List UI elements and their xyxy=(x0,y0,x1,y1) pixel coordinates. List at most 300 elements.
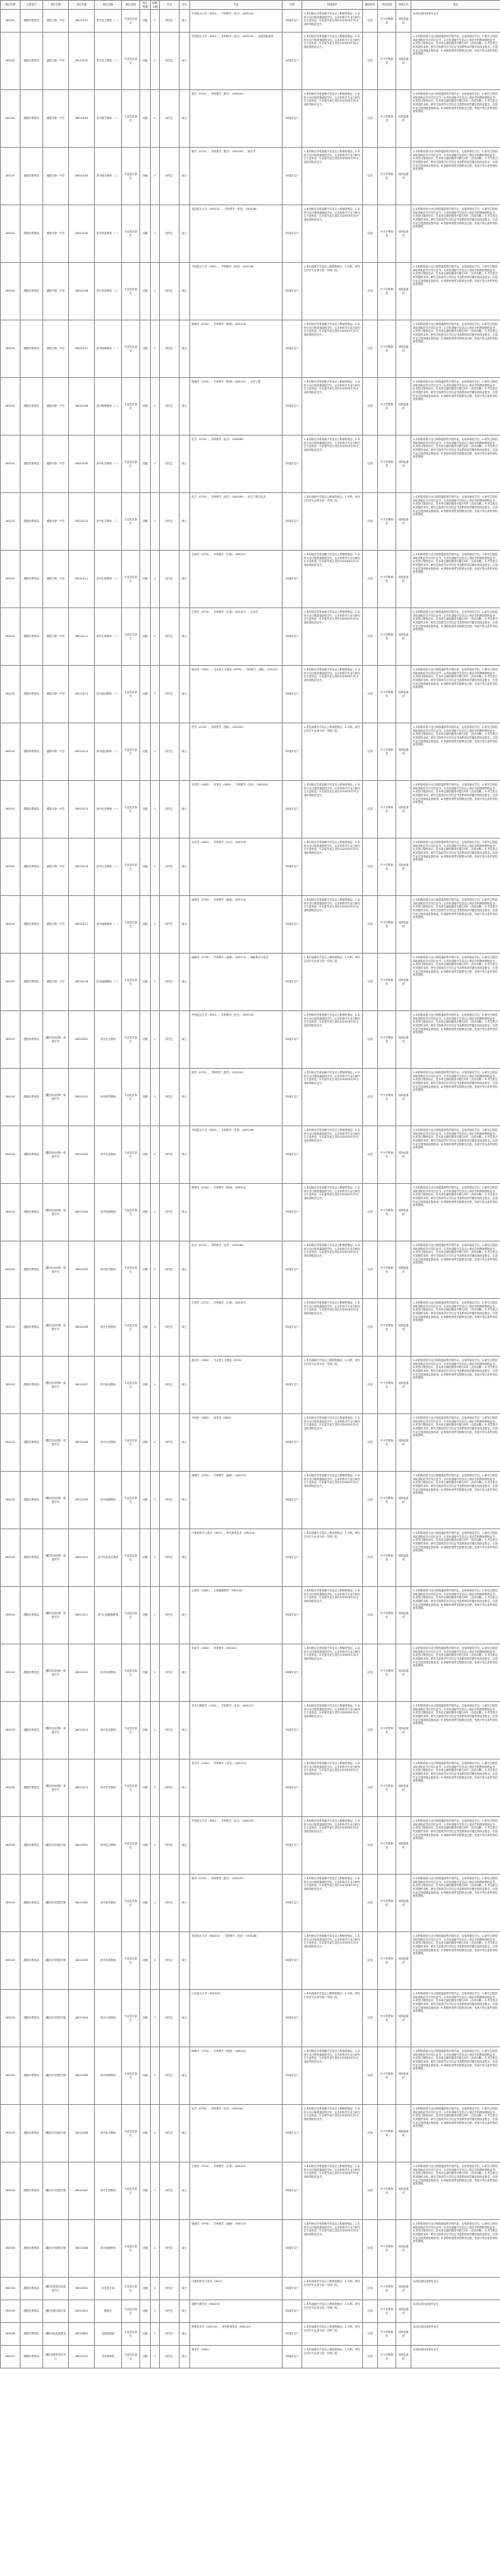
major-cell: 中国史（0602）、世界史（0603）、学科教学（历史）（045109） xyxy=(190,781,283,838)
exam-type-cell: 中小学教师类 xyxy=(378,781,396,838)
degree-cell: 硕士 xyxy=(180,1299,190,1357)
table-row xyxy=(1,1990,500,2047)
age-cell: 35周岁以下 xyxy=(283,1011,302,1069)
education-cell: 研究生 xyxy=(160,781,180,838)
other-conditions-cell: 1.具有相应学科高级中学及以上教师资格证；2.本科为全日制普通高校学历，且本科所学专业与研究生专业相近；3.应届毕业生须在2024年8月31日前取得相应证书。 xyxy=(302,1241,363,1299)
post-name-cell: 高中信息技术教师 xyxy=(95,1529,122,1587)
post-name-cell: 电教管理岗 xyxy=(95,2323,122,2346)
count-cell: 1 xyxy=(151,1759,160,1817)
degree-cell: 硕士 xyxy=(180,2220,190,2278)
post-name-cell: 高中生物教师（一） xyxy=(95,551,122,608)
post-name-cell: 高中化学教师 xyxy=(95,1241,122,1299)
remark-cell: 1.本科阶段须为全日制普通高等学校毕业，且取得相应学位；2.研究生阶段须取得相应学历学位证书；3.具有高级中学及以上相应学科教师资格证书；4.须签订服务协议，在本单位最低服务年限为5年（含试用期）；5.考生报名时须提供本科、研究生阶段学历学位证书及教育部学籍在线验证报告，应届毕业生提供就业推荐表；6.资格审查贯穿招聘全过程，发现不符合条件的取消其资格。 xyxy=(411,1587,500,1644)
major-cell: 化学（0703）、学科教学（化学）（045106） xyxy=(190,436,283,493)
count-cell: 1 xyxy=(151,1472,160,1529)
major-cell: 哲学（0101）、学科教学（思政）（045102） xyxy=(190,723,283,781)
other-conditions-cell: 1.具有相应学科高级中学及以上教师资格证；2.本科为全日制普通高校学历，且本科所学专业与研究生专业相近；3.应届毕业生须在2024年8月31日前取得相应证书。 xyxy=(302,10,363,33)
remark-cell: 1.本科阶段须为全日制普通高等学校毕业，且取得相应学位；2.研究生阶段须取得相应学历学位证书；3.具有高级中学及以上相应学科教师资格证书；4.须签订服务协议，在本单位最低服务年限为5年（含试用期）；5.考生报名时须提供本科、研究生阶段学历学位证书及教育部学籍在线验证报告，应届毕业生提供就业推荐表；6.资格审查贯穿招聘全过程，发现不符合条件的取消其资格。 xyxy=(411,320,500,378)
other-conditions-cell: 1.具有高级中学及以上教师资格证；2.本科、研究生所学专业须为同一学科门类。 xyxy=(302,1990,363,2047)
interview-cell: 试讲 xyxy=(363,1241,378,1299)
post-code-cell: 26010117 xyxy=(69,896,95,954)
column-header: 专业 xyxy=(190,1,283,10)
education-cell: 研究生 xyxy=(160,1759,180,1817)
exam-type-cell: 中小学教师类 xyxy=(378,2047,396,2105)
unit-name-cell: 濮阳市第一中学 xyxy=(43,608,69,666)
unit-code-cell: 260102 xyxy=(1,1759,20,1817)
unit-name-cell: 濮阳市第一中学 xyxy=(43,10,69,33)
count-cell: 1 xyxy=(151,436,160,493)
remark-cell: 1.本科阶段须为全日制普通高等学校毕业，且取得相应学位；2.研究生阶段须取得相应学历学位证书；3.具有高级中学及以上相应学科教师资格证书；4.须签订服务协议，在本单位最低服务年限为5年（含试用期）；5.考生报名时须提供本科、研究生阶段学历学位证书及教育部学籍在线验证报告，应届毕业生提供就业推荐表；6.资格审查贯穿招聘全过程，发现不符合条件的取消其资格。 xyxy=(411,205,500,263)
count-cell: 1 xyxy=(151,205,160,263)
dept-cell: 濮阳市教育局 xyxy=(20,1932,43,1990)
table-row xyxy=(1,608,500,666)
unit-name-cell: 濮阳市油田第一高级中学 xyxy=(43,1644,69,1702)
education-cell: 研究生 xyxy=(160,1299,180,1357)
interview-cell: 试讲 xyxy=(363,1299,378,1357)
major-cell: 计算机科学与技术（0812）、现代教育技术（045114） xyxy=(190,1529,283,1587)
category-cell: 专业技术岗位 xyxy=(122,2047,140,2105)
interview-cell: 试讲 xyxy=(363,2162,378,2220)
header-row xyxy=(1,1,500,10)
education-cell: 研究生 xyxy=(160,551,180,608)
dept-cell: 濮阳市教育局 xyxy=(20,551,43,608)
level-cell: 初级 xyxy=(140,1759,151,1817)
major-cell: 政治学（0302）、马克思主义理论（0305）、学科教学（思政）（045102） xyxy=(190,666,283,723)
remark-cell: 1.本科阶段须为全日制普通高等学校毕业，且取得相应学位；2.研究生阶段须取得相应学历学位证书；3.具有高级中学及以上相应学科教师资格证书；4.须签订服务协议，在本单位最低服务年限为5年（含试用期）；5.考生报名时须提供本科、研究生阶段学历学位证书及教育部学籍在线验证报告，应届毕业生提供就业推荐表；6.资格审查贯穿招聘全过程，发现不符合条件的取消其资格。 xyxy=(411,493,500,551)
age-cell: 35周岁以下 xyxy=(283,1644,302,1702)
age-cell: 35周岁以下 xyxy=(283,33,302,90)
post-code-cell: 26010307 xyxy=(69,2162,95,2220)
dept-cell: 濮阳市教育局 xyxy=(20,320,43,378)
age-cell: 35周岁以下 xyxy=(283,1817,302,1875)
dept-cell: 濮阳市教育局 xyxy=(20,723,43,781)
count-cell: 1 xyxy=(151,1414,160,1472)
unit-code-cell: 260103 xyxy=(1,2047,20,2105)
dept-cell: 濮阳市教育局 xyxy=(20,954,43,1011)
age-cell: 35周岁以下 xyxy=(283,1702,302,1759)
post-code-cell: 26010103 xyxy=(69,90,95,148)
dept-cell: 濮阳市教育局 xyxy=(20,1126,43,1184)
major-cell: 外国语言文学（0502）、学科教学（英语）（045108） xyxy=(190,263,283,320)
dept-cell: 濮阳市教育局 xyxy=(20,1875,43,1932)
table-row xyxy=(1,1472,500,1529)
level-cell: 初级 xyxy=(140,1875,151,1932)
unit-name-cell: 濮阳市教育考试中心 xyxy=(43,2346,69,2368)
dept-cell: 濮阳市教育局 xyxy=(20,436,43,493)
level-cell: 初级 xyxy=(140,1472,151,1529)
exam-type-cell: 中小学教师类 xyxy=(378,1299,396,1357)
major-cell: 地理学（0705）、学科教学（地理）（045110） xyxy=(190,896,283,954)
level-cell: 初级 xyxy=(140,1241,151,1299)
assessment-cell: 结构化面试 xyxy=(396,33,411,90)
count-cell: 1 xyxy=(151,1241,160,1299)
dept-cell: 濮阳市教育局 xyxy=(20,2346,43,2368)
remark-cell: 1.本科阶段须为全日制普通高等学校毕业，且取得相应学位；2.研究生阶段须取得相应学历学位证书；3.具有高级中学及以上相应学科教师资格证书；4.须签订服务协议，在本单位最低服务年限为5年（含试用期）；5.考生报名时须提供本科、研究生阶段学历学位证书及教育部学籍在线验证报告，应届毕业生提供就业推荐表；6.资格审查贯穿招聘全过程，发现不符合条件的取消其资格。 xyxy=(411,1299,500,1357)
exam-type-cell: 中小学教师类 xyxy=(378,1644,396,1702)
major-cell: 地理学（0705）、学科教学（地理）（045110）、测绘科学与技术 xyxy=(190,954,283,1011)
post-name-cell: 高中心理健康教师 xyxy=(95,1587,122,1644)
dept-cell: 濮阳市教育局 xyxy=(20,1644,43,1702)
assessment-cell: 结构化面试 xyxy=(396,1759,411,1817)
other-conditions-cell: 1.具有相应学科高级中学及以上教师资格证；2.本科为全日制普通高校学历，且本科所学专业与研究生专业相近；3.应届毕业生须在2024年8月31日前取得相应证书。 xyxy=(302,1932,363,1990)
level-cell: 初级 xyxy=(140,10,151,33)
unit-code-cell: 260101 xyxy=(1,263,20,320)
category-cell: 专业技术岗位 xyxy=(122,263,140,320)
age-cell: 35周岁以下 xyxy=(283,2105,302,2162)
dept-cell: 濮阳市教育局 xyxy=(20,148,43,205)
table-row xyxy=(1,781,500,838)
major-cell: 生物学（0710）、学科教学（生物）（045107） xyxy=(190,551,283,608)
interview-cell: 试讲 xyxy=(363,33,378,90)
count-cell: 1 xyxy=(151,2220,160,2278)
interview-cell: 试讲 xyxy=(363,1644,378,1702)
category-cell: 专业技术岗位 xyxy=(122,33,140,90)
category-cell: 专业技术岗位 xyxy=(122,90,140,148)
category-cell: 专业技术岗位 xyxy=(122,2346,140,2368)
category-cell: 专业技术岗位 xyxy=(122,1932,140,1990)
unit-code-cell: 260101 xyxy=(1,493,20,551)
education-cell: 研究生 xyxy=(160,954,180,1011)
category-cell: 专业技术岗位 xyxy=(122,1011,140,1069)
column-header: 单位名称 xyxy=(43,1,69,10)
interview-cell: 试讲 xyxy=(363,896,378,954)
interview-cell: 试讲 xyxy=(363,2278,378,2300)
age-cell: 35周岁以下 xyxy=(283,781,302,838)
unit-code-cell: 260105 xyxy=(1,2300,20,2323)
other-conditions-cell: 1.具有相应学科高级中学及以上教师资格证；2.本科为全日制普通高校学历，且本科所学专业与研究生专业相近；3.应届毕业生须在2024年8月31日前取得相应证书。 xyxy=(302,2105,363,2162)
interview-cell: 试讲 xyxy=(363,781,378,838)
post-name-cell: 高中英语教师 xyxy=(95,1126,122,1184)
remark-cell: 1.本科阶段须为全日制普通高等学校毕业，且取得相应学位；2.研究生阶段须取得相应学历学位证书；3.具有高级中学及以上相应学科教师资格证书；4.须签订服务协议，在本单位最低服务年限为5年（含试用期）；5.考生报名时须提供本科、研究生阶段学历学位证书及教育部学籍在线验证报告，应届毕业生提供就业推荐表；6.资格审查贯穿招聘全过程，发现不符合条件的取消其资格。 xyxy=(411,1069,500,1126)
count-cell: 1 xyxy=(151,551,160,608)
exam-type-cell: 中小学教师类 xyxy=(378,378,396,436)
education-cell: 研究生 xyxy=(160,2162,180,2220)
education-cell: 研究生 xyxy=(160,2346,180,2368)
other-conditions-cell: 1.具有高级中学及以上教师资格证；2.本科、研究生所学专业须为同一学科门类。 xyxy=(302,2346,363,2368)
age-cell: 35周岁以下 xyxy=(283,1299,302,1357)
major-cell: 教育学（0401） xyxy=(190,2346,283,2368)
post-name-cell: 高中地理教师 xyxy=(95,1472,122,1529)
education-cell: 研究生 xyxy=(160,1126,180,1184)
unit-code-cell: 260102 xyxy=(1,1702,20,1759)
assessment-cell: 结构化面试 xyxy=(396,1126,411,1184)
age-cell: 35周岁以下 xyxy=(283,1357,302,1414)
other-conditions-cell: 1.具有相应学科高级中学及以上教师资格证；2.本科为全日制普通高校学历，且本科所学专业与研究生专业相近；3.应届毕业生须在2024年8月31日前取得相应证书。 xyxy=(302,1702,363,1759)
dept-cell: 濮阳市教育局 xyxy=(20,2278,43,2300)
assessment-cell: 结构化面试 xyxy=(396,1357,411,1414)
post-name-cell: 高中英语教师 xyxy=(95,1932,122,1990)
count-cell: 1 xyxy=(151,1644,160,1702)
column-header: 年龄 xyxy=(283,1,302,10)
remark-cell: 1.本科阶段须为全日制普通高等学校毕业，且取得相应学位；2.研究生阶段须取得相应学历学位证书；3.具有高级中学及以上相应学科教师资格证书；4.须签订服务协议，在本单位最低服务年限为5年（含试用期）；5.考生报名时须提供本科、研究生阶段学历学位证书及教育部学籍在线验证报告，应届毕业生提供就业推荐表；6.资格审查贯穿招聘全过程，发现不符合条件的取消其资格。 xyxy=(411,1759,500,1817)
post-code-cell: 26010401 xyxy=(69,2278,95,2300)
degree-cell: 硕士 xyxy=(180,10,190,33)
education-cell: 研究生 xyxy=(160,148,180,205)
interview-cell: 试讲 xyxy=(363,1817,378,1875)
dept-cell: 濮阳市教育局 xyxy=(20,378,43,436)
interview-cell: 试讲 xyxy=(363,1990,378,2047)
education-cell: 研究生 xyxy=(160,10,180,33)
unit-name-cell: 濮阳市第一中学 xyxy=(43,493,69,551)
post-name-cell: 高中语文教师 xyxy=(95,1011,122,1069)
remark-cell: 本岗位面向高校毕业生 xyxy=(411,2300,500,2323)
level-cell: 初级 xyxy=(140,1587,151,1644)
count-cell: 1 xyxy=(151,1875,160,1932)
assessment-cell: 结构化面试 xyxy=(396,1990,411,2047)
degree-cell: 硕士 xyxy=(180,2105,190,2162)
dept-cell: 濮阳市教育局 xyxy=(20,1472,43,1529)
post-name-cell: 高中生物教师 xyxy=(95,1299,122,1357)
education-cell: 研究生 xyxy=(160,1817,180,1875)
post-code-cell: 26010114 xyxy=(69,723,95,781)
interview-cell: 试讲 xyxy=(363,205,378,263)
education-cell: 研究生 xyxy=(160,666,180,723)
category-cell: 专业技术岗位 xyxy=(122,320,140,378)
exam-type-cell: 中小学教师类 xyxy=(378,2300,396,2323)
interview-cell: 试讲 xyxy=(363,666,378,723)
table-row xyxy=(1,2162,500,2220)
assessment-cell: 结构化面试 xyxy=(396,1932,411,1990)
table-row xyxy=(1,493,500,551)
post-code-cell: 26010110 xyxy=(69,493,95,551)
interview-cell: 试讲 xyxy=(363,2300,378,2323)
column-header: 学历 xyxy=(160,1,180,10)
exam-type-cell: 中小学教师类 xyxy=(378,493,396,551)
interview-cell: 试讲 xyxy=(363,551,378,608)
major-cell: 物理学（0702）、学科教学（物理）（045105）、光学工程 xyxy=(190,378,283,436)
category-cell: 专业技术岗位 xyxy=(122,896,140,954)
other-conditions-cell: 1.具有相应学科高级中学及以上教师资格证；2.本科为全日制普通高校学历，且本科所学专业与研究生专业相近；3.应届毕业生须在2024年8月31日前取得相应证书。 xyxy=(302,1011,363,1069)
table-row xyxy=(1,1011,500,1069)
post-code-cell: 26010211 xyxy=(69,1587,95,1644)
level-cell: 初级 xyxy=(140,2105,151,2162)
level-cell: 初级 xyxy=(140,781,151,838)
unit-name-cell: 濮阳市第一中学 xyxy=(43,378,69,436)
other-conditions-cell: 1.具有相应学科高级中学及以上教师资格证；2.本科为全日制普通高校学历，且本科所学专业与研究生专业相近；3.应届毕业生须在2024年8月31日前取得相应证书。 xyxy=(302,896,363,954)
post-code-cell: 26010213 xyxy=(69,1702,95,1759)
category-cell: 专业技术岗位 xyxy=(122,954,140,1011)
table-row xyxy=(1,205,500,263)
unit-name-cell: 濮阳市油田第一高级中学 xyxy=(43,1184,69,1241)
remark-cell: 1.本科阶段须为全日制普通高等学校毕业，且取得相应学位；2.研究生阶段须取得相应学历学位证书；3.具有高级中学及以上相应学科教师资格证书；4.须签订服务协议，在本单位最低服务年限为5年（含试用期）；5.考生报名时须提供本科、研究生阶段学历学位证书及教育部学籍在线验证报告，应届毕业生提供就业推荐表；6.资格审查贯穿招聘全过程，发现不符合条件的取消其资格。 xyxy=(411,781,500,838)
education-cell: 研究生 xyxy=(160,378,180,436)
degree-cell: 硕士 xyxy=(180,2346,190,2368)
level-cell: 初级 xyxy=(140,723,151,781)
age-cell: 35周岁以下 xyxy=(283,2346,302,2368)
count-cell: 1 xyxy=(151,1184,160,1241)
degree-cell: 硕士 xyxy=(180,493,190,551)
category-cell: 专业技术岗位 xyxy=(122,1529,140,1587)
post-code-cell: 26010305 xyxy=(69,2047,95,2105)
column-header: 备注 xyxy=(411,1,500,10)
post-code-cell: 26010206 xyxy=(69,1299,95,1357)
assessment-cell: 结构化面试 xyxy=(396,1184,411,1241)
remark-cell: 1.本科阶段须为全日制普通高等学校毕业，且取得相应学位；2.研究生阶段须取得相应学历学位证书；3.具有高级中学及以上相应学科教师资格证书；4.须签订服务协议，在本单位最低服务年限为5年（含试用期）；5.考生报名时须提供本科、研究生阶段学历学位证书及教育部学籍在线验证报告，应届毕业生提供就业推荐表；6.资格审查贯穿招聘全过程，发现不符合条件的取消其资格。 xyxy=(411,608,500,666)
level-cell: 初级 xyxy=(140,2300,151,2323)
unit-name-cell: 濮阳市油田第一高级中学 xyxy=(43,1126,69,1184)
age-cell: 35周岁以下 xyxy=(283,1587,302,1644)
level-cell: 初级 xyxy=(140,148,151,205)
table-row xyxy=(1,1126,500,1184)
exam-type-cell: 中小学教师类 xyxy=(378,2105,396,2162)
column-header: 岗位类别 xyxy=(122,1,140,10)
table-row xyxy=(1,436,500,493)
degree-cell: 硕士 xyxy=(180,954,190,1011)
unit-name-cell: 濮阳市第一中学 xyxy=(43,90,69,148)
unit-code-cell: 260101 xyxy=(1,148,20,205)
post-name-cell: 高中历史教师（一） xyxy=(95,781,122,838)
remark-cell: 1.本科阶段须为全日制普通高等学校毕业，且取得相应学位；2.研究生阶段须取得相应学历学位证书；3.具有高级中学及以上相应学科教师资格证书；4.须签订服务协议，在本单位最低服务年限为5年（含试用期）；5.考生报名时须提供本科、研究生阶段学历学位证书及教育部学籍在线验证报告，应届毕业生提供就业推荐表；6.资格审查贯穿招聘全过程，发现不符合条件的取消其资格。 xyxy=(411,1126,500,1184)
post-name-cell: 高中语文教师（一） xyxy=(95,10,122,33)
exam-type-cell: 中小学教师类 xyxy=(378,1702,396,1759)
post-name-cell: 高中生物教师（二） xyxy=(95,608,122,666)
age-cell: 35周岁以下 xyxy=(283,148,302,205)
remark-cell: 1.本科阶段须为全日制普通高等学校毕业，且取得相应学位；2.研究生阶段须取得相应学历学位证书；3.具有高级中学及以上相应学科教师资格证书；4.须签订服务协议，在本单位最低服务年限为5年（含试用期）；5.考生报名时须提供本科、研究生阶段学历学位证书及教育部学籍在线验证报告，应届毕业生提供就业推荐表；6.资格审查贯穿招聘全过程，发现不符合条件的取消其资格。 xyxy=(411,2047,500,2105)
unit-name-cell: 濮阳市油田第一高级中学 xyxy=(43,1241,69,1299)
exam-type-cell: 中小学教师类 xyxy=(378,1126,396,1184)
level-cell: 初级 xyxy=(140,33,151,90)
post-code-cell: 26010204 xyxy=(69,1184,95,1241)
assessment-cell: 结构化面试 xyxy=(396,1587,411,1644)
exam-type-cell: 中小学教师类 xyxy=(378,666,396,723)
count-cell: 1 xyxy=(151,1299,160,1357)
remark-cell: 本岗位面向高校毕业生 xyxy=(411,2323,500,2346)
interview-cell: 试讲 xyxy=(363,148,378,205)
other-conditions-cell: 1.具有高级中学及以上教师资格证；2.本科、研究生所学专业须为同一学科门类。 xyxy=(302,2300,363,2323)
table-row xyxy=(1,838,500,896)
unit-code-cell: 260101 xyxy=(1,551,20,608)
remark-cell: 1.本科阶段须为全日制普通高等学校毕业，且取得相应学位；2.研究生阶段须取得相应学历学位证书；3.具有高级中学及以上相应学科教师资格证书；4.须签订服务协议，在本单位最低服务年限为5年（含试用期）；5.考生报名时须提供本科、研究生阶段学历学位证书及教育部学籍在线验证报告，应届毕业生提供就业推荐表；6.资格审查贯穿招聘全过程，发现不符合条件的取消其资格。 xyxy=(411,148,500,205)
level-cell: 初级 xyxy=(140,1644,151,1702)
remark-cell: 1.本科阶段须为全日制普通高等学校毕业，且取得相应学位；2.研究生阶段须取得相应学历学位证书；3.具有高级中学及以上相应学科教师资格证书；4.须签订服务协议，在本单位最低服务年限为5年（含试用期）；5.考生报名时须提供本科、研究生阶段学历学位证书及教育部学籍在线验证报告，应届毕业生提供就业推荐表；6.资格审查贯穿招聘全过程，发现不符合条件的取消其资格。 xyxy=(411,263,500,320)
unit-code-cell: 260101 xyxy=(1,781,20,838)
table-row xyxy=(1,1299,500,1357)
dept-cell: 濮阳市教育局 xyxy=(20,2300,43,2323)
remark-cell: 1.本科阶段须为全日制普通高等学校毕业，且取得相应学位；2.研究生阶段须取得相应学历学位证书；3.具有高级中学及以上相应学科教师资格证书；4.须签订服务协议，在本单位最低服务年限为5年（含试用期）；5.考生报名时须提供本科、研究生阶段学历学位证书及教育部学籍在线验证报告，应届毕业生提供就业推荐表；6.资格审查贯穿招聘全过程，发现不符合条件的取消其资格。 xyxy=(411,896,500,954)
age-cell: 35周岁以下 xyxy=(283,90,302,148)
major-cell: 心理学（0402）、心理健康教育（045116） xyxy=(190,1587,283,1644)
degree-cell: 硕士 xyxy=(180,723,190,781)
education-cell: 研究生 xyxy=(160,1011,180,1069)
assessment-cell: 结构化面试 xyxy=(396,2323,411,2346)
unit-name-cell: 濮阳市油田第一高级中学 xyxy=(43,1357,69,1414)
category-cell: 专业技术岗位 xyxy=(122,148,140,205)
post-code-cell: 26010112 xyxy=(69,608,95,666)
post-code-cell: 26010303 xyxy=(69,1932,95,1990)
major-cell: 教育技术学（040110）、现代教育技术（045114） xyxy=(190,2323,283,2346)
count-cell: 1 xyxy=(151,1529,160,1587)
dept-cell: 濮阳市教育局 xyxy=(20,2323,43,2346)
age-cell: 35周岁以下 xyxy=(283,205,302,263)
table-row xyxy=(1,1357,500,1414)
major-cell: 物理学（0702）、学科教学（物理）（045105） xyxy=(190,320,283,378)
post-code-cell: 26010106 xyxy=(69,263,95,320)
level-cell: 初级 xyxy=(140,1702,151,1759)
education-cell: 研究生 xyxy=(160,1414,180,1472)
assessment-cell: 结构化面试 xyxy=(396,1529,411,1587)
remark-cell: 1.本科阶段须为全日制普通高等学校毕业，且取得相应学位；2.研究生阶段须取得相应学历学位证书；3.具有高级中学及以上相应学科教师资格证书；4.须签订服务协议，在本单位最低服务年限为5年（含试用期）；5.考生报名时须提供本科、研究生阶段学历学位证书及教育部学籍在线验证报告，应届毕业生提供就业推荐表；6.资格审查贯穿招聘全过程，发现不符合条件的取消其资格。 xyxy=(411,954,500,1011)
table-row xyxy=(1,33,500,90)
major-cell: 数学（0701）、学科教学（数学）（045104） xyxy=(190,90,283,148)
assessment-cell: 结构化面试 xyxy=(396,2105,411,2162)
column-header: 学位 xyxy=(180,1,190,10)
major-cell: 课程与教学论（040102） xyxy=(190,2300,283,2323)
level-cell: 初级 xyxy=(140,838,151,896)
exam-type-cell: 中小学教师类 xyxy=(378,1990,396,2047)
age-cell: 35周岁以下 xyxy=(283,1990,302,2047)
dept-cell: 濮阳市教育局 xyxy=(20,90,43,148)
major-cell: 物理学（0702）、学科教学（物理）（045105） xyxy=(190,2047,283,2105)
table-row xyxy=(1,1817,500,1875)
exam-type-cell: 中小学教师类 xyxy=(378,723,396,781)
age-cell: 35周岁以下 xyxy=(283,723,302,781)
age-cell: 35周岁以下 xyxy=(283,320,302,378)
unit-code-cell: 260101 xyxy=(1,608,20,666)
unit-code-cell: 260101 xyxy=(1,954,20,1011)
unit-name-cell: 濮阳市外国语学校 xyxy=(43,1875,69,1932)
unit-code-cell: 260101 xyxy=(1,723,20,781)
level-cell: 初级 xyxy=(140,1126,151,1184)
age-cell: 35周岁以下 xyxy=(283,2278,302,2300)
exam-type-cell: 中小学教师类 xyxy=(378,263,396,320)
unit-name-cell: 濮阳市电化教育馆 xyxy=(43,2323,69,2346)
level-cell: 初级 xyxy=(140,1932,151,1990)
count-cell: 1 xyxy=(151,493,160,551)
category-cell: 专业技术岗位 xyxy=(122,2220,140,2278)
unit-code-cell: 260102 xyxy=(1,1414,20,1472)
major-cell: 美术学（1304）、学科教学（美术）（045113） xyxy=(190,1759,283,1817)
unit-name-cell: 濮阳市外国语学校 xyxy=(43,2162,69,2220)
count-cell: 1 xyxy=(151,666,160,723)
unit-code-cell: 260103 xyxy=(1,1817,20,1875)
category-cell: 专业技术岗位 xyxy=(122,1414,140,1472)
dept-cell: 濮阳市教育局 xyxy=(20,1414,43,1472)
exam-type-cell: 中小学教师类 xyxy=(378,205,396,263)
education-cell: 研究生 xyxy=(160,1357,180,1414)
category-cell: 专业技术岗位 xyxy=(122,608,140,666)
level-cell: 初级 xyxy=(140,1990,151,2047)
assessment-cell: 结构化面试 xyxy=(396,896,411,954)
table-row xyxy=(1,1932,500,1990)
other-conditions-cell: 1.具有相应学科高级中学及以上教师资格证；2.本科为全日制普通高校学历，且本科所学专业与研究生专业相近；3.应届毕业生须在2024年8月31日前取得相应证书。 xyxy=(302,1875,363,1932)
table-row xyxy=(1,1759,500,1817)
unit-code-cell: 260101 xyxy=(1,33,20,90)
degree-cell: 硕士 xyxy=(180,608,190,666)
table-row xyxy=(1,954,500,1011)
degree-cell: 硕士 xyxy=(180,320,190,378)
major-cell: 外国语言文学（0502）、学科教学（英语）（045108） xyxy=(190,1126,283,1184)
remark-cell: 1.本科阶段须为全日制普通高等学校毕业，且取得相应学位；2.研究生阶段须取得相应学历学位证书；3.具有高级中学及以上相应学科教师资格证书；4.须签订服务协议，在本单位最低服务年限为5年（含试用期）；5.考生报名时须提供本科、研究生阶段学历学位证书及教育部学籍在线验证报告，应届毕业生提供就业推荐表；6.资格审查贯穿招聘全过程，发现不符合条件的取消其资格。 xyxy=(411,838,500,896)
table-row xyxy=(1,320,500,378)
interview-cell: 试讲 xyxy=(363,838,378,896)
unit-code-cell: 260104 xyxy=(1,2278,20,2300)
degree-cell: 硕士 xyxy=(180,148,190,205)
post-code-cell: 26010701 xyxy=(69,2346,95,2368)
assessment-cell: 结构化面试 xyxy=(396,551,411,608)
assessment-cell: 结构化面试 xyxy=(396,1702,411,1759)
assessment-cell: 结构化面试 xyxy=(396,90,411,148)
post-name-cell: 高中物理教师（二） xyxy=(95,378,122,436)
interview-cell: 试讲 xyxy=(363,10,378,33)
remark-cell: 1.本科阶段须为全日制普通高等学校毕业，且取得相应学位；2.研究生阶段须取得相应学历学位证书；3.具有高级中学及以上相应学科教师资格证书；4.须签订服务协议，在本单位最低服务年限为5年（含试用期）；5.考生报名时须提供本科、研究生阶段学历学位证书及教育部学籍在线验证报告，应届毕业生提供就业推荐表；6.资格审查贯穿招聘全过程，发现不符合条件的取消其资格。 xyxy=(411,1817,500,1875)
count-cell: 1 xyxy=(151,954,160,1011)
category-cell: 专业技术岗位 xyxy=(122,1299,140,1357)
major-cell: 英语语言文学（050201）、学科教学（英语）（045108） xyxy=(190,205,283,263)
post-code-cell: 26010201 xyxy=(69,1011,95,1069)
major-cell: 音乐与舞蹈学（1302）、学科教学（音乐）（045111） xyxy=(190,1702,283,1759)
age-cell: 35周岁以下 xyxy=(283,436,302,493)
degree-cell: 硕士 xyxy=(180,1184,190,1241)
